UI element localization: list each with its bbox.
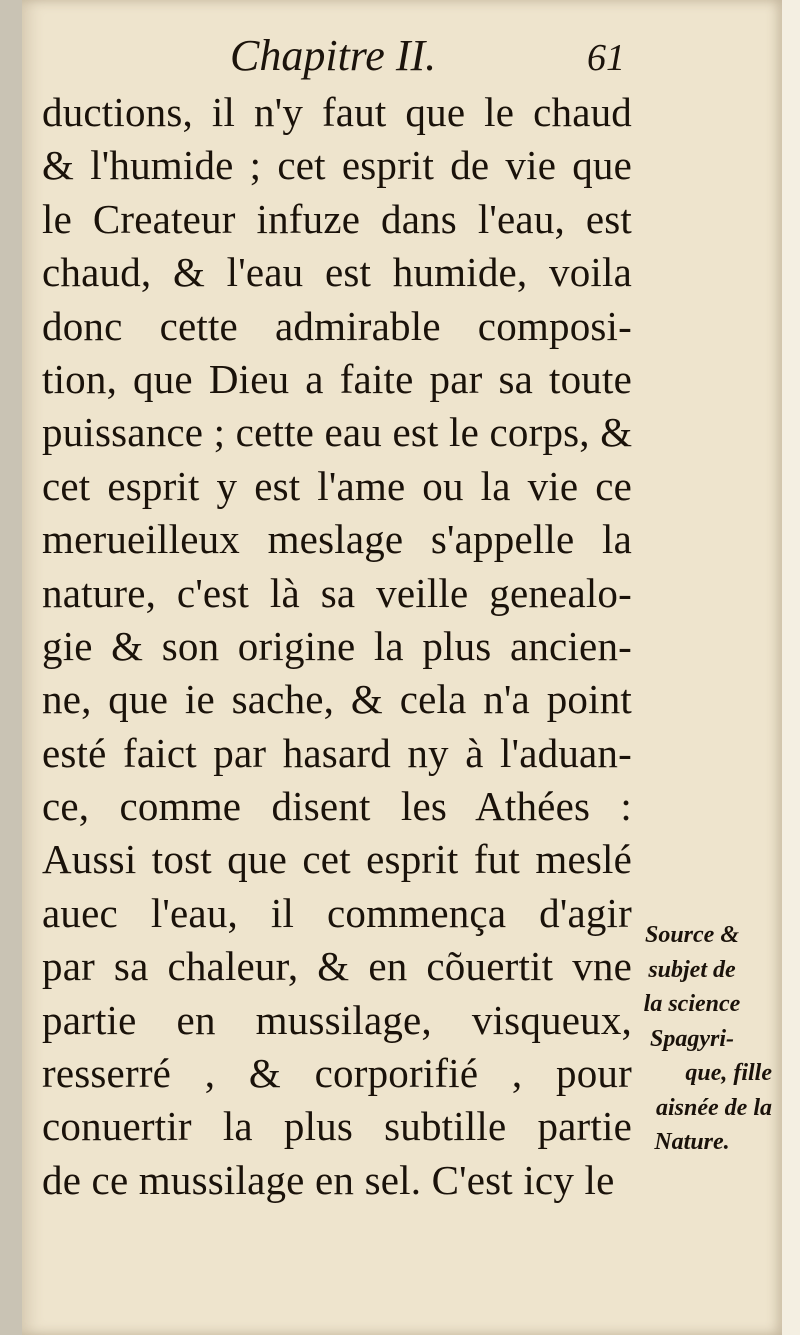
margin-note: [612, 918, 772, 1160]
text-line: auec l'eau, il commença d'agir: [42, 889, 632, 936]
text-line: & l'humide ; cet esprit de vie que: [42, 142, 632, 189]
text-line: resserré , & corporifié , pour: [42, 1050, 632, 1097]
margin-note-line: que, fille: [685, 1060, 772, 1086]
text-line: le Createur infuze dans l'eau, est: [42, 195, 632, 242]
text-line: gie & son origine la plus ancien-: [42, 622, 632, 669]
text-line: conuertir la plus subtille partie: [42, 1103, 632, 1150]
text-line: de ce mussilage en sel. C'est icy le: [42, 1156, 615, 1203]
margin-note-line: Spagyri-: [650, 1025, 734, 1052]
margin-note-line: Nature.: [654, 1129, 730, 1155]
body-text: [42, 86, 632, 1207]
text-line: Aussi tost que cet esprit fut meslé: [42, 836, 632, 883]
text-line: donc cette admirable composi-: [42, 302, 632, 349]
text-line: esté faict par hasard ny à l'aduan-: [42, 729, 632, 776]
text-line: tion, que Dieu a faite par sa toute: [42, 355, 632, 402]
page-number: 61: [587, 37, 625, 79]
adjacent-page-edge: [782, 0, 800, 1335]
book-page: [22, 0, 782, 1335]
text-line: chaud, & l'eau est humide, voila: [42, 249, 632, 296]
text-line: ne, que ie sache, & cela n'a point: [42, 676, 632, 723]
margin-note-line: Source &: [644, 922, 739, 948]
text-line: cet esprit y est l'ame ou la vie ce: [42, 462, 632, 509]
text-line: nature, c'est là sa veille genealo-: [42, 569, 632, 616]
chapter-title: Chapitre II.: [230, 31, 437, 80]
margin-note-line: aisnée de la: [656, 1094, 772, 1121]
text-line: merueilleux meslage s'appelle la: [42, 516, 632, 563]
text-line: par sa chaleur, & en cõuertit vne: [42, 943, 632, 990]
margin-note-line: subjet de: [648, 956, 736, 983]
text-line: ductions, il n'y faut que le chaud: [42, 89, 632, 135]
text-line: partie en mussilage, visqueux,: [42, 996, 632, 1043]
running-header: [22, 30, 782, 90]
text-line: ce, comme disent les Athées :: [42, 783, 632, 830]
margin-note-line: la science: [643, 991, 741, 1017]
text-line: puissance ; cette eau est le corps, &: [42, 409, 633, 456]
